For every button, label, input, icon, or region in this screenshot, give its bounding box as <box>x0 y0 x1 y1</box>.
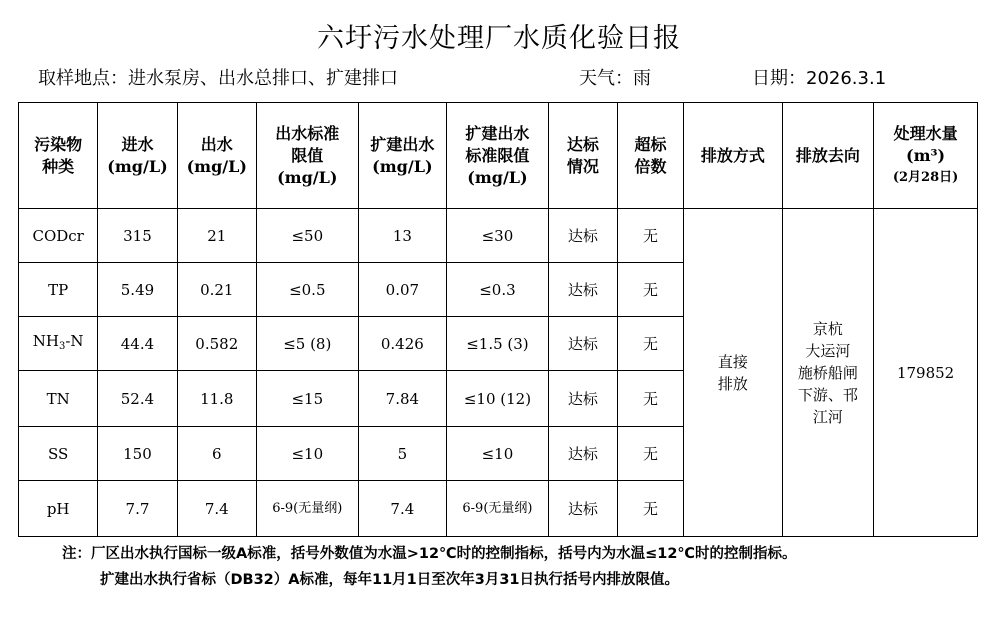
exceed-multiple: 无 <box>617 317 683 371</box>
header-exceed-multiple: 超标 倍数 <box>617 103 683 209</box>
exceed-multiple: 无 <box>617 263 683 317</box>
inflow-value: 52.4 <box>98 371 177 427</box>
header-compliance: 达标 情况 <box>548 103 617 209</box>
compliance-status: 达标 <box>548 481 617 537</box>
outflow-limit: ≤15 <box>256 371 358 427</box>
header-treated-volume: 处理水量 (m³) (2月28日) <box>874 103 978 209</box>
compliance-status: 达标 <box>548 371 617 427</box>
expansion-limit: ≤30 <box>447 209 549 263</box>
report-date: 日期：2026.3.1 <box>752 68 887 89</box>
expansion-outflow-value: 7.4 <box>358 481 446 537</box>
pollutant-name: pH <box>19 481 98 537</box>
pollutant-name: TP <box>19 263 98 317</box>
inflow-value: 315 <box>98 209 177 263</box>
outflow-limit: ≤50 <box>256 209 358 263</box>
outflow-value: 11.8 <box>177 371 256 427</box>
header-outflow: 出水 (mg/L) <box>177 103 256 209</box>
discharge-destination: 京杭 大运河 施桥船闸 下游、邗 江河 <box>782 209 874 537</box>
pollutant-name: TN <box>19 371 98 427</box>
pollutant-name: SS <box>19 427 98 481</box>
table-row <box>19 209 978 263</box>
footnote-provincial-standard: 扩建出水执行省标（DB32）A标准，每年11月1日至次年3月31日执行括号内排放限值。 <box>100 572 680 588</box>
compliance-status: 达标 <box>548 263 617 317</box>
exceed-multiple: 无 <box>617 209 683 263</box>
expansion-limit: ≤10 (12) <box>447 371 549 427</box>
footnote-national-standard: 注：厂区出水执行国标一级A标准，括号外数值为水温>12℃时的控制指标，括号内为水温≤12℃时的控制指标。 <box>62 546 797 562</box>
outflow-value: 21 <box>177 209 256 263</box>
expansion-outflow-value: 5 <box>358 427 446 481</box>
expansion-outflow-value: 7.84 <box>358 371 446 427</box>
water-quality-table <box>18 102 978 537</box>
sampling-location: 取样地点：进水泵房、出水总排口、扩建排口 <box>38 68 398 89</box>
header-expansion-limit: 扩建出水 标准限值 (mg/L) <box>447 103 549 209</box>
inflow-value: 150 <box>98 427 177 481</box>
compliance-status: 达标 <box>548 209 617 263</box>
pollutant-name: CODcr <box>19 209 98 263</box>
header-outflow-limit: 出水标准 限值 (mg/L) <box>256 103 358 209</box>
outflow-value: 0.21 <box>177 263 256 317</box>
header-inflow: 进水 (mg/L) <box>98 103 177 209</box>
treated-volume: 179852 <box>874 209 978 537</box>
expansion-outflow-value: 13 <box>358 209 446 263</box>
header-discharge-method: 排放方式 <box>684 103 783 209</box>
inflow-value: 7.7 <box>98 481 177 537</box>
header-row <box>19 103 978 209</box>
inflow-value: 44.4 <box>98 317 177 371</box>
discharge-method: 直接 排放 <box>684 209 783 537</box>
expansion-limit: ≤10 <box>447 427 549 481</box>
exceed-multiple: 无 <box>617 481 683 537</box>
header-pollutant: 污染物 种类 <box>19 103 98 209</box>
expansion-limit: ≤1.5 (3) <box>447 317 549 371</box>
compliance-status: 达标 <box>548 317 617 371</box>
pollutant-name: $NH_3-N$ <box>19 317 98 371</box>
expansion-outflow-value: 0.426 <box>358 317 446 371</box>
expansion-limit: 6-9(无量纲) <box>447 481 549 537</box>
compliance-status: 达标 <box>548 427 617 481</box>
header-expansion-outflow: 扩建出水 (mg/L) <box>358 103 446 209</box>
outflow-limit: ≤0.5 <box>256 263 358 317</box>
exceed-multiple: 无 <box>617 427 683 481</box>
outflow-limit: ≤5 (8) <box>256 317 358 371</box>
exceed-multiple: 无 <box>617 371 683 427</box>
weather: 天气：雨 <box>579 68 651 89</box>
outflow-value: 6 <box>177 427 256 481</box>
inflow-value: 5.49 <box>98 263 177 317</box>
expansion-limit: ≤0.3 <box>447 263 549 317</box>
outflow-value: 7.4 <box>177 481 256 537</box>
expansion-outflow-value: 0.07 <box>358 263 446 317</box>
header-discharge-destination: 排放去向 <box>782 103 874 209</box>
outflow-value: 0.582 <box>177 317 256 371</box>
outflow-limit: 6-9(无量纲) <box>256 481 358 537</box>
outflow-limit: ≤10 <box>256 427 358 481</box>
report-title: 六圩污水处理厂水质化验日报 <box>317 23 681 54</box>
